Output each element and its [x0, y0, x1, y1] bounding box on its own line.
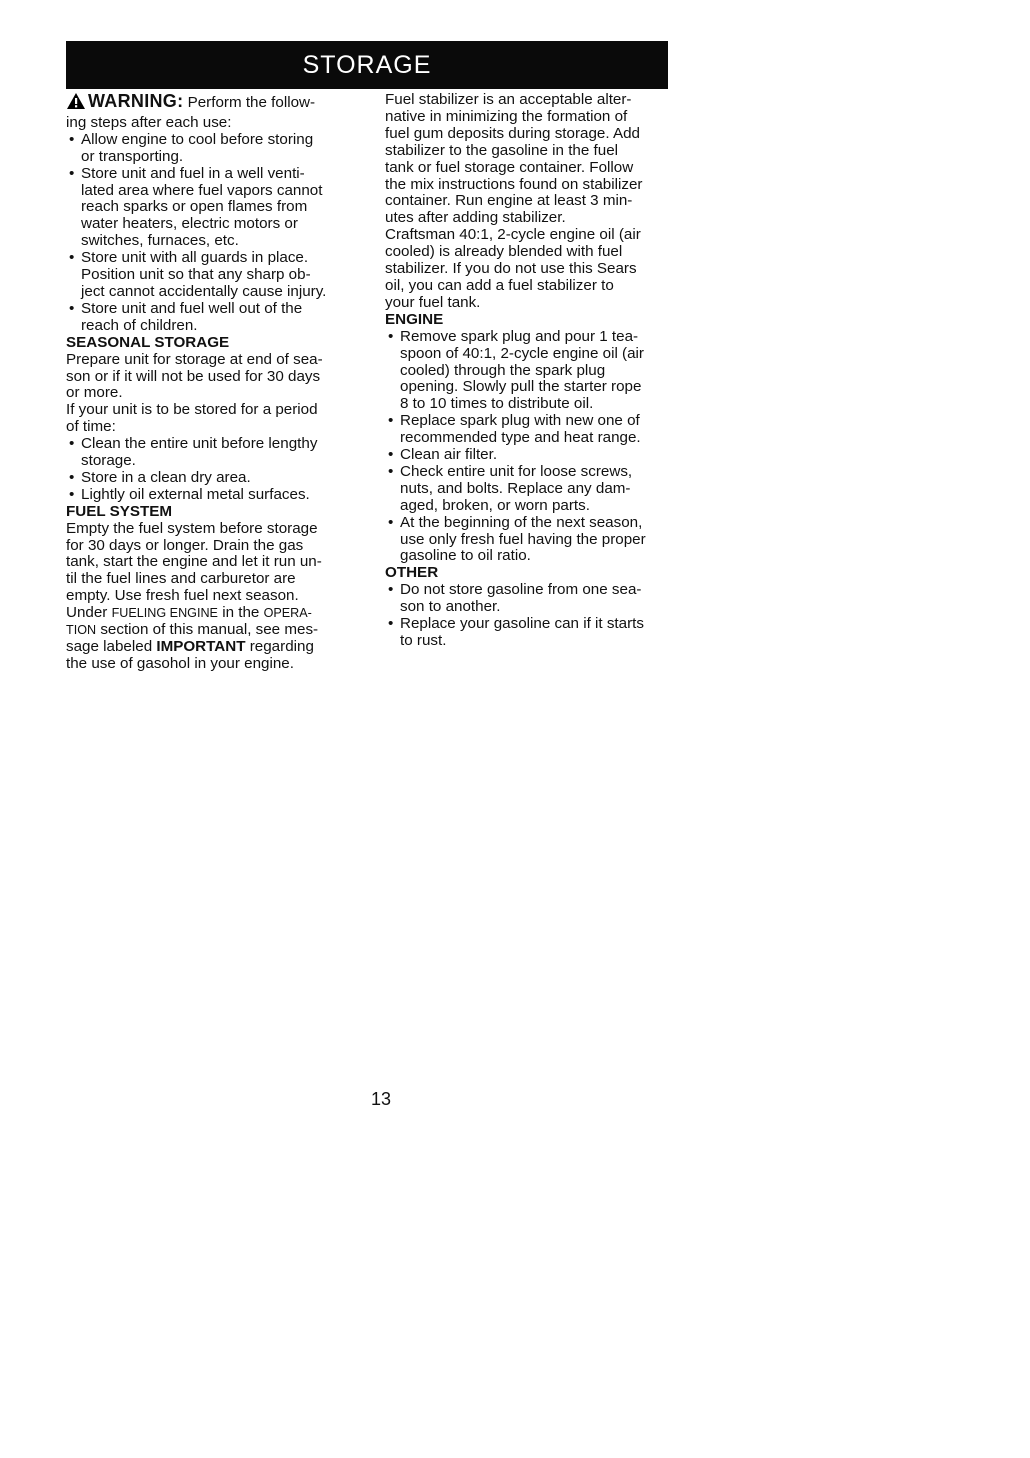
list-item: • At the beginning of the next season, use only fresh fuel having the proper gasoline to oil ratio.	[385, 515, 675, 566]
warning-intro: WARNING: Perform the follow- ing steps after each use:	[66, 91, 316, 131]
seasonal-storage-heading: SEASONAL STORAGE	[66, 333, 230, 351]
section-header	[66, 41, 668, 89]
list-item: • Store unit and fuel in a well venti- lated area where fuel vapors cannot reach sparks or open flames from water heaters, electric motors or switches, furnaces, etc.	[66, 166, 356, 251]
engine-list	[385, 329, 675, 566]
page-number: 13	[371, 1089, 392, 1109]
list-item: • Do not store gasoline from one sea- son to another.	[385, 582, 675, 616]
list-item: • Check entire unit for loose screws, nuts, and bolts. Replace any dam- aged, broken, or worn parts.	[385, 464, 675, 515]
list-item: • Clean the entire unit before lengthy storage.	[66, 436, 356, 470]
right-column	[385, 92, 675, 650]
list-item: • Store unit and fuel well out of the reach of children.	[66, 301, 356, 335]
other-heading: OTHER	[385, 564, 439, 582]
craftsman-para: Craftsman 40:1, 2-cycle engine oil (air cooled) is already blended with fuel stabilizer. If you do not use this Sears oil, you can add a fuel stabilizer to your fuel tank.	[385, 226, 641, 311]
list-item: • Replace spark plug with new one of recommended type and heat range.	[385, 413, 675, 447]
list-item: • Store unit with all guards in place. Position unit so that any sharp ob- ject cannot accidentally cause injury.	[66, 250, 356, 301]
left-column	[66, 92, 356, 673]
stabilizer-para: Fuel stabilizer is an acceptable alter- native in minimizing the formation of fuel gum deposits during storage. Add stabilizer to the gasoline in the fuel tank or fuel storage container. Follow the mix instructions found on stabilizer container. Run engine at least 3 min- utes after adding stabilizer.	[385, 91, 643, 227]
warning-triangle-icon	[66, 92, 86, 115]
fuel-system-heading: FUEL SYSTEM	[66, 502, 173, 520]
list-item: • Allow engine to cool before storing or transporting.	[66, 132, 356, 166]
fuel-system-para: Empty the fuel system before storage for 30 days or longer. Drain the gas tank, start the engine and let it run un- til the fuel lines and carburetor are empty. Use fresh fuel next season.	[66, 519, 322, 605]
engine-heading: ENGINE	[385, 310, 444, 328]
section-title: STORAGE	[302, 50, 432, 79]
list-item: • Lightly oil external metal surfaces.	[66, 487, 356, 504]
list-item: • Clean air filter.	[385, 447, 675, 464]
seasonal-para-1: Prepare unit for storage at end of sea- son or if it will not be used for 30 days or more.	[66, 350, 323, 402]
list-item: • Replace your gasoline can if it starts to rust.	[385, 616, 675, 650]
list-item: • Store in a clean dry area.	[66, 470, 356, 487]
fuel-system-reference: Under FUELING ENGINE in the OPERA- TION section of this manual, see mes- sage labeled IMPORTANT regarding the use of gasohol in your engine.	[66, 604, 319, 672]
important-label: IMPORTANT	[156, 638, 246, 655]
other-list	[385, 582, 675, 650]
list-item: • Remove spark plug and pour 1 tea- spoon of 40:1, 2-cycle engine oil (air cooled) through the spark plug opening. Slowly pull the starter rope 8 to 10 times to distribute oil.	[385, 329, 675, 414]
warning-label: WARNING:	[88, 91, 184, 111]
seasonal-para-2: If your unit is to be stored for a period of time:	[66, 401, 318, 436]
seasonal-list	[66, 436, 356, 504]
warning-list	[66, 132, 356, 335]
